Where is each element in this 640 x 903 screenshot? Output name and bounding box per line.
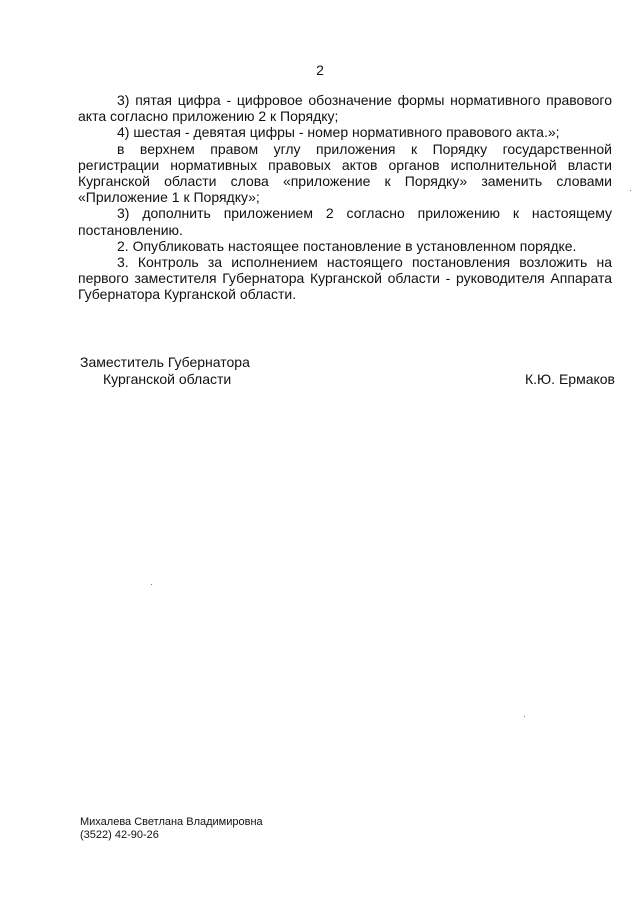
executor-phone: (3522) 42-90-26	[80, 829, 159, 841]
executor-name: Михалева Светлана Владимировна	[80, 816, 263, 828]
signature-block	[80, 354, 615, 388]
executor-block	[80, 816, 263, 842]
signatory-title-line2: Курганской области	[103, 371, 232, 387]
paragraph-control: 3. Контроль за исполнением настоящего постановления возложить на первого заместителя Губернатора Курганской области - руководителя Аппарата Губернатора Курганской области.	[78, 254, 612, 303]
signatory-title-line1: Заместитель Губернатора	[80, 354, 250, 370]
scan-speck	[630, 190, 631, 191]
paragraph-item-4: 4) шестая - девятая цифры - номер нормативного правового акта.»;	[117, 124, 560, 141]
scan-speck	[151, 584, 152, 585]
page-number: 2	[316, 62, 324, 78]
signatory-name: К.Ю. Ермаков	[524, 371, 615, 387]
paragraph-item-3: 3) пятая цифра - цифровое обозначение формы нормативного правового акта согласно приложению 2 к Порядку;	[78, 92, 612, 125]
paragraph-publish: 2. Опубликовать настоящее постановление в установленном порядке.	[117, 237, 577, 254]
paragraph-add-appendix: 3) дополнить приложением 2 согласно приложению к настоящему постановлению.	[78, 205, 612, 238]
paragraph-upper-right-corner: в верхнем правом углу приложения к Порядку государственной регистрации нормативных правовых актов органов исполнительной власти Курганской области слова «приложение к Порядку» заменить словами «Приложение 1 к Порядку»;	[78, 140, 612, 206]
document-body	[78, 92, 612, 303]
scan-speck	[524, 716, 525, 717]
